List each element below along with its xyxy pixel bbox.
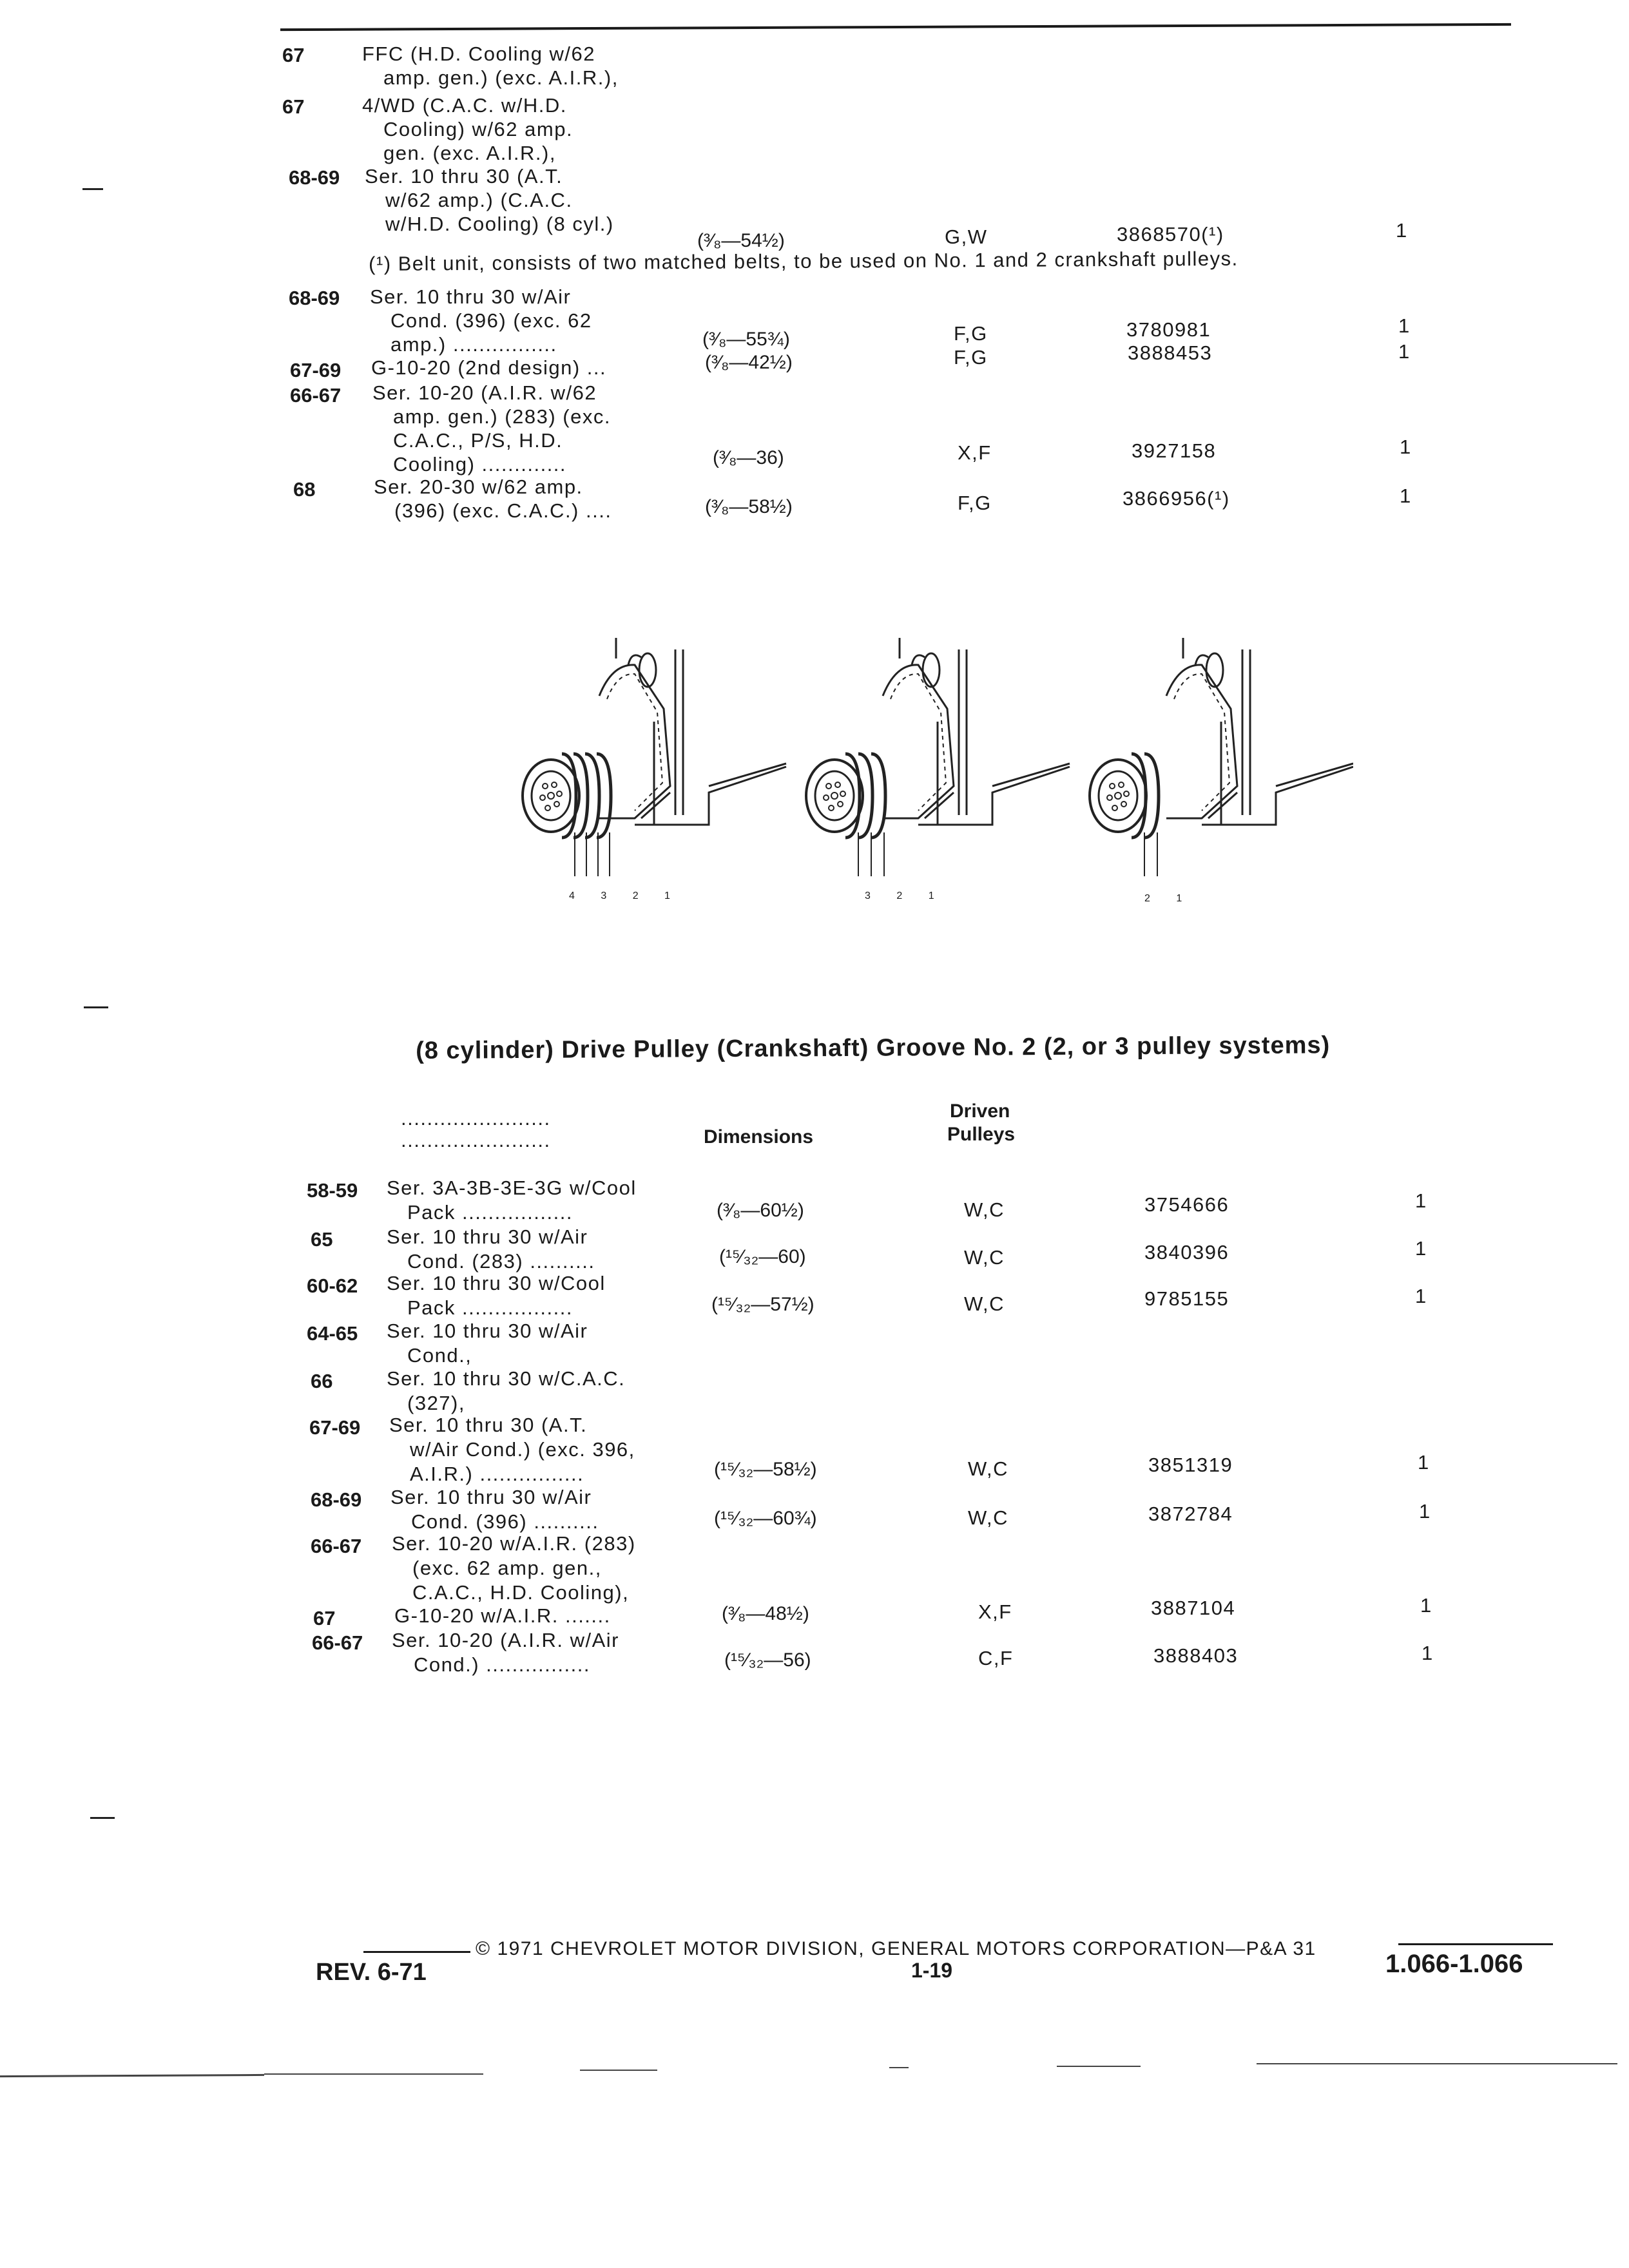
row-desc-line: Ser. 20-30 w/62 amp. bbox=[374, 476, 583, 498]
row-desc-line: Cond.) ................ bbox=[414, 1653, 590, 1676]
page-number: 1-19 bbox=[911, 1959, 953, 1982]
row-driven: W,C bbox=[968, 1506, 1009, 1529]
pulley-figure-4-groove bbox=[523, 638, 786, 876]
row-driven: W,C bbox=[964, 1198, 1005, 1221]
scan-artifact-line bbox=[889, 2067, 909, 2068]
row-desc-line: 4/WD (C.A.C. w/H.D. bbox=[362, 94, 567, 117]
row-desc-line: (327), bbox=[407, 1392, 465, 1414]
row-desc-line: Ser. 10 thru 30 w/C.A.C. bbox=[387, 1367, 626, 1390]
row-year: 60-62 bbox=[307, 1274, 358, 1297]
row-dimension: (¹⁵⁄₃₂—57½) bbox=[711, 1294, 815, 1315]
row-year: 67 bbox=[282, 44, 305, 66]
row-qty: 1 bbox=[1419, 1500, 1431, 1523]
row-year: 66-67 bbox=[311, 1535, 362, 1557]
row-dimension: (¹⁵⁄₃₂—58½) bbox=[714, 1459, 817, 1480]
row-driven: F,G bbox=[954, 346, 988, 369]
row-qty: 1 bbox=[1398, 314, 1411, 337]
row-dimension: (¹⁵⁄₃₂—60) bbox=[719, 1246, 806, 1267]
row-year: 65 bbox=[311, 1228, 333, 1251]
section-code: 1.066-1.066 bbox=[1385, 1950, 1523, 1978]
column-header-dimensions: Dimensions bbox=[704, 1126, 814, 1148]
row-desc-line: C.A.C., P/S, H.D. bbox=[393, 429, 563, 452]
row-desc-line: Ser. 10-20 (A.I.R. w/62 bbox=[372, 381, 597, 404]
row-driven: X,F bbox=[978, 1600, 1012, 1623]
row-dimension: (¹⁵⁄₃₂—56) bbox=[724, 1649, 811, 1671]
row-desc-line: Ser. 10 thru 30 w/Air bbox=[387, 1225, 588, 1248]
footer-rule-right bbox=[1398, 1943, 1553, 1945]
row-qty: 1 bbox=[1415, 1237, 1427, 1260]
column-header-pulleys: Pulleys bbox=[947, 1124, 1016, 1145]
row-desc-line: (exc. 62 amp. gen., bbox=[412, 1557, 602, 1579]
top-rule bbox=[280, 23, 1511, 31]
row-driven: F,G bbox=[958, 492, 992, 514]
row-desc-line: G-10-20 (2nd design) ... bbox=[371, 356, 607, 379]
row-part-number: 3927158 bbox=[1132, 439, 1217, 462]
row-year: 67-69 bbox=[290, 359, 342, 381]
scan-artifact-line bbox=[1257, 2063, 1617, 2064]
row-dimension: (³⁄₈—54½) bbox=[697, 230, 785, 251]
row-year: 66-67 bbox=[312, 1631, 363, 1654]
pulley-figure-3-groove bbox=[806, 638, 1070, 876]
row-qty: 1 bbox=[1396, 219, 1408, 242]
pulley-figure-2-groove bbox=[1090, 638, 1353, 876]
row-desc-line: Pack ................. bbox=[407, 1201, 573, 1224]
row-desc-line: w/H.D. Cooling) (8 cyl.) bbox=[385, 213, 614, 235]
row-qty: 1 bbox=[1400, 485, 1412, 507]
row-desc-line: Cooling) w/62 amp. bbox=[383, 118, 574, 140]
row-year: 67 bbox=[313, 1607, 336, 1629]
row-qty: 1 bbox=[1400, 436, 1412, 458]
row-desc-line: Ser. 10 thru 30 (A.T. bbox=[389, 1414, 588, 1436]
row-year: 68-69 bbox=[311, 1488, 362, 1511]
row-year: 68-69 bbox=[289, 287, 340, 309]
row-year: 66 bbox=[311, 1370, 333, 1392]
row-driven: W,C bbox=[968, 1457, 1009, 1480]
row-desc-line: Cooling) ............. bbox=[393, 453, 567, 476]
row-desc-line: C.A.C., H.D. Cooling), bbox=[412, 1581, 630, 1604]
row-desc-line: Ser. 10 thru 30 (A.T. bbox=[365, 165, 563, 187]
scan-artifact-line bbox=[0, 2074, 264, 2077]
scan-artifact-line bbox=[1057, 2066, 1141, 2067]
row-driven: F,G bbox=[954, 322, 988, 345]
row-dimension: (¹⁵⁄₃₂—60¾) bbox=[714, 1508, 817, 1529]
row-qty: 1 bbox=[1422, 1642, 1434, 1664]
row-part-number: 3872784 bbox=[1148, 1503, 1233, 1525]
row-year: 68 bbox=[293, 478, 316, 501]
row-desc-line: amp. gen.) (283) (exc. bbox=[393, 405, 611, 428]
row-dimension: (³⁄₈—36) bbox=[713, 447, 784, 468]
row-desc-line: Cond. (396) .......... bbox=[411, 1510, 599, 1533]
row-part-number: 3851319 bbox=[1148, 1454, 1233, 1476]
row-part-number: 3868570(¹) bbox=[1117, 223, 1224, 245]
desc-column-dots: ....................... bbox=[401, 1107, 551, 1129]
footer-rule-left bbox=[363, 1951, 470, 1953]
row-desc-line: Cond. (283) .......... bbox=[407, 1250, 595, 1273]
row-desc-line: Pack ................. bbox=[407, 1296, 573, 1319]
row-part-number: 3780981 bbox=[1126, 318, 1211, 341]
row-year: 64-65 bbox=[307, 1322, 358, 1345]
row-qty: 1 bbox=[1415, 1189, 1427, 1212]
section-heading: (8 cylinder) Drive Pulley (Crankshaft) Groove No. 2 (2, or 3 pulley systems) bbox=[416, 1032, 1331, 1064]
row-driven: X,F bbox=[958, 441, 992, 464]
row-desc-line: gen. (exc. A.I.R.), bbox=[383, 142, 556, 164]
copyright-line: © 1971 CHEVROLET MOTOR DIVISION, GENERAL MOTORS CORPORATION—P&A 31 bbox=[476, 1938, 1316, 1959]
margin-mark bbox=[84, 1006, 108, 1008]
row-dimension: (³⁄₈—48½) bbox=[722, 1603, 809, 1624]
row-qty: 1 bbox=[1418, 1451, 1430, 1474]
row-desc-line: w/62 amp.) (C.A.C. bbox=[385, 189, 573, 211]
desc-column-dots: ....................... bbox=[401, 1129, 551, 1151]
row-driven: W,C bbox=[964, 1246, 1005, 1269]
scan-artifact-line bbox=[580, 2070, 657, 2071]
row-desc-line: (396) (exc. C.A.C.) .... bbox=[394, 499, 612, 522]
row-desc-line: Ser. 10 thru 30 w/Air bbox=[390, 1486, 592, 1508]
row-year: 66-67 bbox=[290, 384, 342, 407]
pulley-diagrams bbox=[503, 631, 1353, 915]
row-year: 67-69 bbox=[309, 1416, 361, 1439]
row-driven: C,F bbox=[978, 1647, 1014, 1669]
figure-groove-labels: 3 2 1 bbox=[865, 890, 946, 901]
row-year: 58-59 bbox=[307, 1179, 358, 1202]
row-part-number: 3888453 bbox=[1128, 341, 1213, 364]
margin-mark bbox=[82, 188, 103, 190]
row-dimension: (³⁄₈—58½) bbox=[705, 496, 793, 517]
row-desc-line: amp. gen.) (exc. A.I.R.), bbox=[383, 66, 619, 89]
row-desc-line: Ser. 10 thru 30 w/Air bbox=[387, 1320, 588, 1342]
row-qty: 1 bbox=[1398, 340, 1411, 363]
row-year: 67 bbox=[282, 95, 305, 118]
row-dimension: (³⁄₈—55¾) bbox=[702, 329, 790, 350]
row-part-number: 3888403 bbox=[1153, 1644, 1239, 1667]
margin-mark bbox=[90, 1817, 115, 1819]
row-desc-line: Ser. 10-20 w/A.I.R. (283) bbox=[392, 1532, 636, 1555]
row-desc-line: Cond., bbox=[407, 1344, 472, 1367]
row-part-number: 3754666 bbox=[1144, 1193, 1229, 1216]
row-part-number: 9785155 bbox=[1144, 1287, 1229, 1310]
revision-label: REV. 6-71 bbox=[316, 1959, 427, 1986]
row-part-number: 3887104 bbox=[1151, 1597, 1236, 1619]
scan-artifact-line bbox=[264, 2073, 483, 2075]
column-header-driven: Driven bbox=[950, 1100, 1010, 1122]
row-desc-line: Ser. 10-20 (A.I.R. w/Air bbox=[392, 1629, 619, 1651]
row-desc-line: Ser. 3A-3B-3E-3G w/Cool bbox=[387, 1177, 637, 1199]
row-qty: 1 bbox=[1420, 1594, 1432, 1617]
row-desc-line: Ser. 10 thru 30 w/Air bbox=[370, 285, 572, 308]
figure-groove-labels: 4 3 2 1 bbox=[569, 890, 682, 901]
row-dimension: (³⁄₈—60½) bbox=[717, 1200, 804, 1221]
row-desc-line: Ser. 10 thru 30 w/Cool bbox=[387, 1272, 606, 1294]
row-year: 68-69 bbox=[289, 166, 340, 189]
row-desc-line: FFC (H.D. Cooling w/62 bbox=[362, 43, 596, 65]
row-part-number: 3866956(¹) bbox=[1123, 487, 1230, 510]
row-part-number: 3840396 bbox=[1144, 1241, 1229, 1264]
row-driven: W,C bbox=[964, 1293, 1005, 1315]
figure-groove-labels: 2 1 bbox=[1144, 893, 1194, 904]
row-desc-line: amp.) ................ bbox=[390, 333, 557, 356]
row-desc-line: w/Air Cond.) (exc. 396, bbox=[410, 1438, 635, 1461]
row-desc-line: Cond. (396) (exc. 62 bbox=[390, 309, 592, 332]
row-dimension: (³⁄₈—42½) bbox=[705, 352, 793, 373]
footnote: (¹) Belt unit, consists of two matched belts, to be used on No. 1 and 2 crankshaft pulleys. bbox=[369, 247, 1239, 275]
row-driven: G,W bbox=[945, 226, 988, 248]
row-qty: 1 bbox=[1415, 1285, 1427, 1307]
row-desc-line: A.I.R.) ................ bbox=[410, 1463, 584, 1485]
row-desc-line: G-10-20 w/A.I.R. ....... bbox=[394, 1604, 611, 1627]
